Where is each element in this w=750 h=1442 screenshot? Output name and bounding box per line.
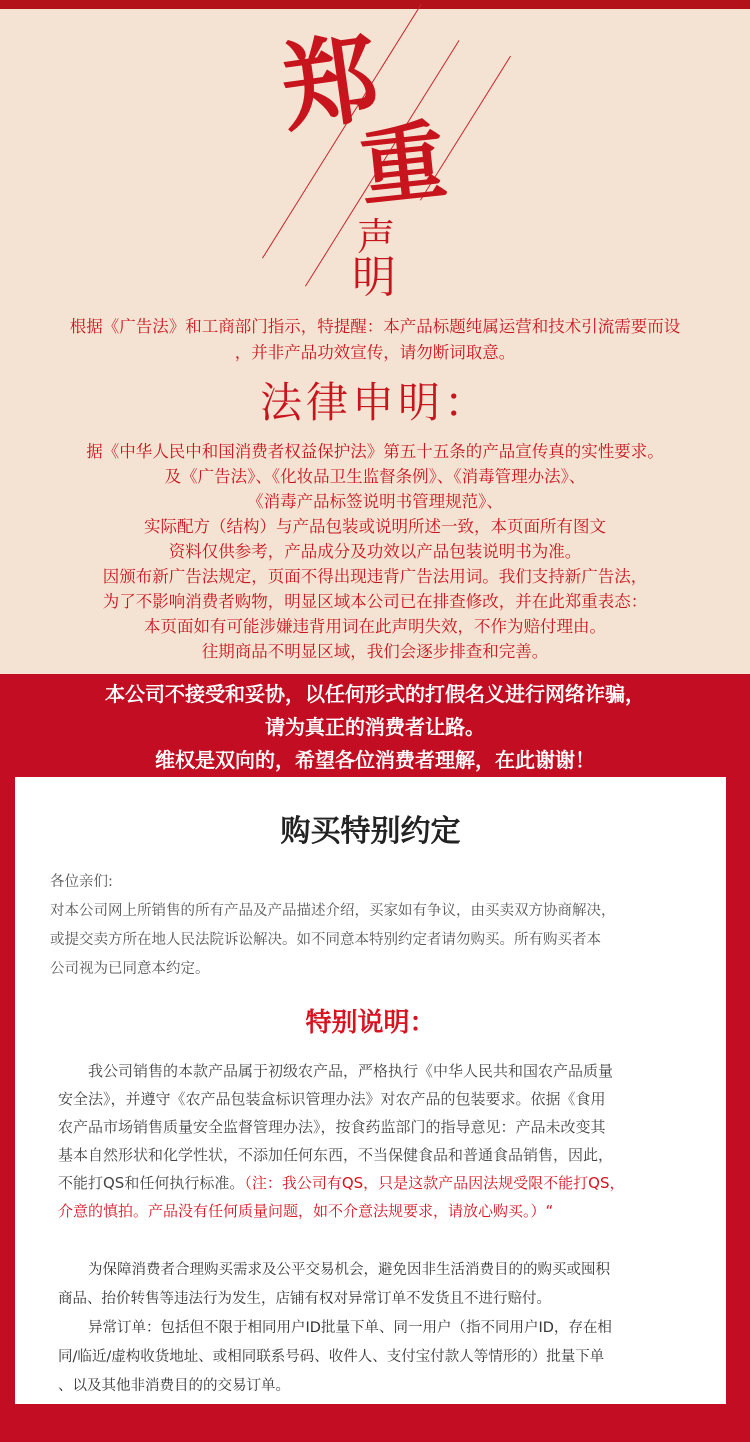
order-line-text: 异常订单：包括但不限于相同用户ID批量下单、同一用户（指不同用户ID，存在相 [88,1320,612,1336]
heading-char-zheng: 郑 [274,20,386,147]
banner-line: 请为真正的消费者让路。 [265,715,485,739]
order-line [58,1314,718,1343]
agreement-line: 各位亲们: [50,874,113,890]
legal-line: 实际配方（结构）与产品包装或说明所述一致，本页面所有图文 [144,517,606,536]
legal-line: 《消毒产品标签说明书管理规范》、 [247,492,503,511]
notice-line: 根据《广告法》和工商部门指示，特提醒：本产品标题纯属运营和技术引流需要而设 [69,317,681,336]
legal-line: 往期商品不明显区域，我们会逐步排查和完善。 [201,642,549,661]
special-line-red: （注：我公司有QS，只是这款产品因法规受限不能打QS， [244,1174,625,1192]
heading-char-ming: 明 [352,252,396,303]
special-line: 安全法》，并遵守《农产品包装盒标识管理办法》对农产品的包装要求。依据《食用 [58,1090,606,1108]
legal-statement-body [0,439,750,664]
special-line [58,1057,718,1085]
special-line-text: 我公司销售的本款产品属于初级农产品，严格执行《中华人民共和国农产品质量 [88,1062,614,1080]
purchase-agreement-title: 购买特别约定 [280,814,461,849]
special-line [58,1169,718,1197]
legal-line: 因颁布新广告法规定，页面不得出现违背广告法用词。我们支持新广告法， [102,567,648,586]
order-line-text: 为保障消费者合理购买需求及公平交易机会，避免因非生活消费目的的购买或囤积 [88,1262,610,1278]
banner-line: 本公司不接受和妥协，以任何形式的打假名义进行网络诈骗， [105,682,645,706]
order-line: 同/临近/虚构收货地址、或相同联系号码、收件人、支付宝付款人等情形的）批量下单 [58,1349,605,1365]
order-line: 、以及其他非消费目的的交易订单。 [58,1378,290,1394]
legal-line: 资料仅供参考，产品成分及功效以产品包装说明书为准。 [168,542,582,561]
ad-law-notice [0,314,750,366]
legal-line: 本页面如有可能涉嫌违背用词在此声明失效，不作为赔付理由。 [144,617,606,636]
agreement-line: 对本公司网上所销售的所有产品及产品描述介绍，买家如有争议，由买卖双方协商解决， [50,903,616,919]
special-note-title: 特别说明： [305,1008,436,1038]
abnormal-order-policy [58,1256,718,1401]
special-note-body [58,1057,718,1225]
heading-char-zhong: 重 [354,109,451,220]
special-line-red: 介意的慎拍。产品没有任何质量问题，如不介意法规要求，请放心购买。）“ [58,1202,554,1220]
legal-statement-title: 法律申明： [259,378,490,427]
heading-char-sheng: 声 [357,215,396,259]
agreement-line: 公司视为已同意本约定。 [50,961,210,977]
legal-line: 为了不影响消费者购物，明显区域本公司已在排查修改，并在此郑重表态： [102,592,648,611]
legal-line: 及《广告法》、《化妆品卫生监督条例》、《消毒管理办法》、 [164,467,586,486]
top-bar [0,0,750,9]
purchase-agreement-body [50,868,710,984]
agreement-line: 或提交卖方所在地人民法院诉讼解决。如不同意本特别约定者请勿购买。所有购买者本 [50,932,601,948]
notice-line: ，并非产品功效宣传，请勿断词取意。 [234,343,516,362]
order-line [58,1256,718,1285]
order-line: 商品、抬价转售等违法行为发生，店铺有权对异常订单不发货且不进行赔付。 [58,1291,551,1307]
banner-line: 维权是双向的，希望各位消费者理解，在此谢谢！ [155,748,595,772]
special-line: 农产品市场销售质量安全监督管理办法》，按食药监部门的指导意见：产品未改变其 [58,1118,606,1136]
anti-fraud-banner [0,678,750,777]
legal-line: 据《中华人民中和国消费者权益保护法》第五十五条的产品宣传真的实性要求。 [86,442,664,461]
special-line-black: 不能打QS和任何执行标准。 [58,1174,245,1192]
special-line: 基本自然形状和化学性状，不添加任何东西，不当保健食品和普通食品销售，因此， [58,1146,614,1164]
